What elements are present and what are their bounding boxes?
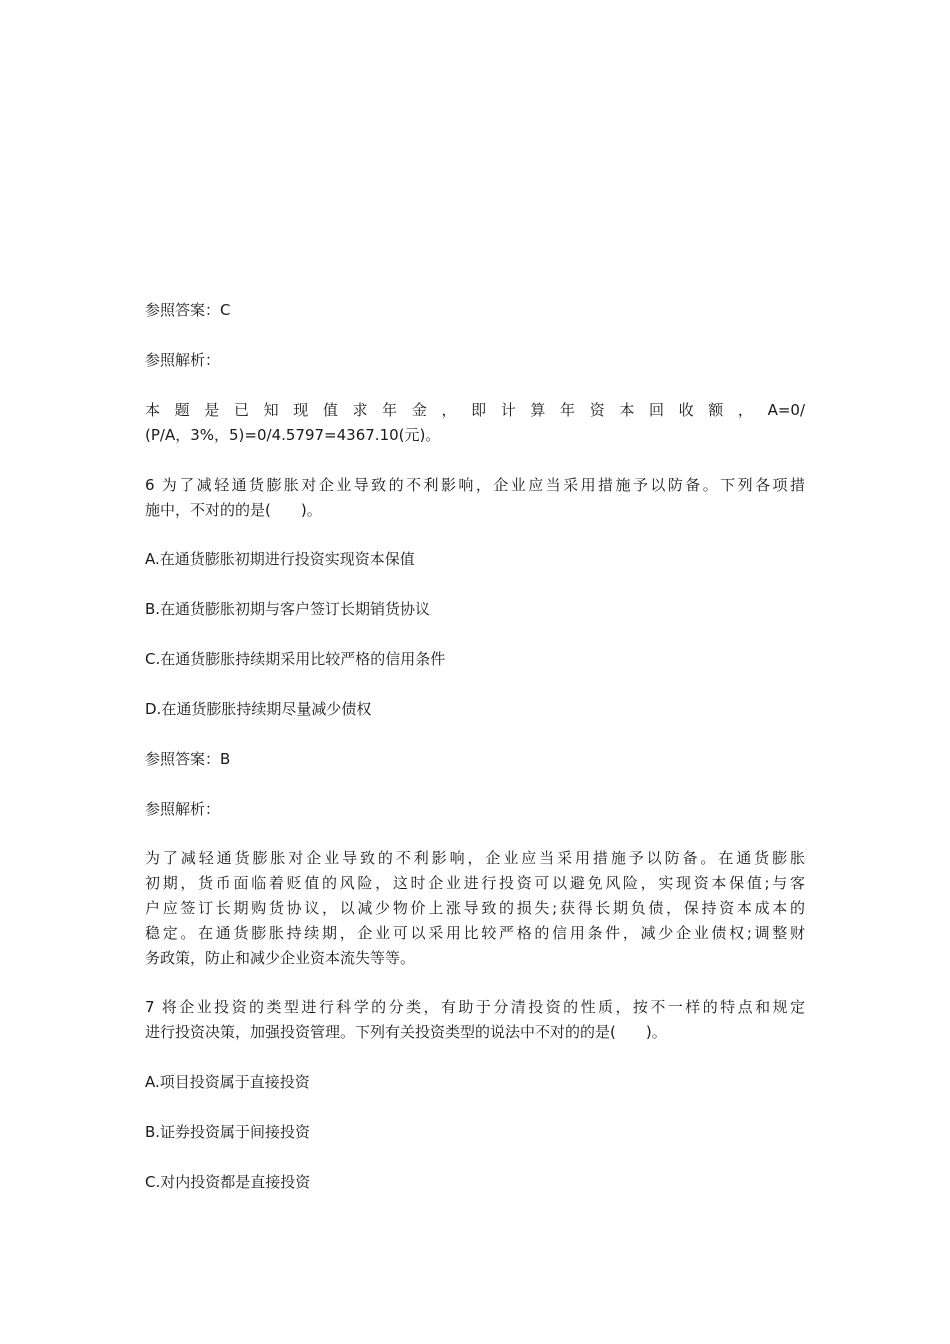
q5-answer: 参照答案：C (145, 301, 231, 319)
q6-stem-line-1: 6 为了减轻通货膨胀对企业导致的不利影响，企业应当采用措施予以防备。下列各项措 (145, 476, 805, 494)
q6-analysis-label: 参照解析： (145, 800, 221, 818)
q6-analysis-line-2: 初期，货币面临着贬值的风险，这时企业进行投资可以避免风险，实现资本保值;与客 (145, 874, 805, 892)
q6-option-c: C.在通货膨胀持续期采用比较严格的信用条件 (145, 650, 446, 668)
q6-analysis-text (145, 846, 805, 971)
q5-analysis-line-1: 本 题 是 已 知 现 值 求 年 金 ， 即 计 算 年 资 本 回 收 额 ， A=0/ (145, 401, 805, 419)
q6-option-a: A.在通货膨胀初期进行投资实现资本保值 (145, 550, 415, 568)
q5-analysis-label: 参照解析： (145, 351, 221, 369)
q7-option-c: C.对内投资都是直接投资 (145, 1173, 311, 1191)
q6-analysis-line-3: 户应签订长期购货协议，以减少物价上涨导致的损失;获得长期负债，保持资本成本的 (145, 899, 805, 917)
q6-analysis-line-1: 为了减轻通货膨胀对企业导致的不利影响，企业应当采用措施予以防备。在通货膨胀 (145, 849, 805, 867)
q7-stem (145, 995, 805, 1045)
q7-option-b: B.证券投资属于间接投资 (145, 1123, 311, 1141)
q6-stem (145, 473, 805, 523)
q5-analysis-text (145, 398, 805, 448)
q6-answer: 参照答案：B (145, 750, 231, 768)
q7-stem-line-2: 进行投资决策，加强投资管理。下列有关投资类型的说法中不对的的是( )。 (145, 1023, 667, 1041)
q7-option-a: A.项目投资属于直接投资 (145, 1073, 310, 1091)
q6-stem-line-2: 施中，不对的的是( )。 (145, 501, 322, 519)
q6-analysis-line-4: 稳定。在通货膨胀持续期，企业可以采用比较严格的信用条件，减少企业债权;调整财 (145, 924, 805, 942)
q6-option-d: D.在通货膨胀持续期尽量减少债权 (145, 700, 372, 718)
q6-analysis-line-5: 务政策，防止和减少企业资本流失等等。 (145, 949, 416, 967)
q6-option-b: B.在通货膨胀初期与客户签订长期销货协议 (145, 600, 431, 618)
q7-stem-line-1: 7 将企业投资的类型进行科学的分类，有助于分清投资的性质，按不一样的特点和规定 (145, 998, 805, 1016)
q5-analysis-line-2: (P/A，3%，5)=0/4.5797=4367.10(元)。 (145, 426, 441, 444)
